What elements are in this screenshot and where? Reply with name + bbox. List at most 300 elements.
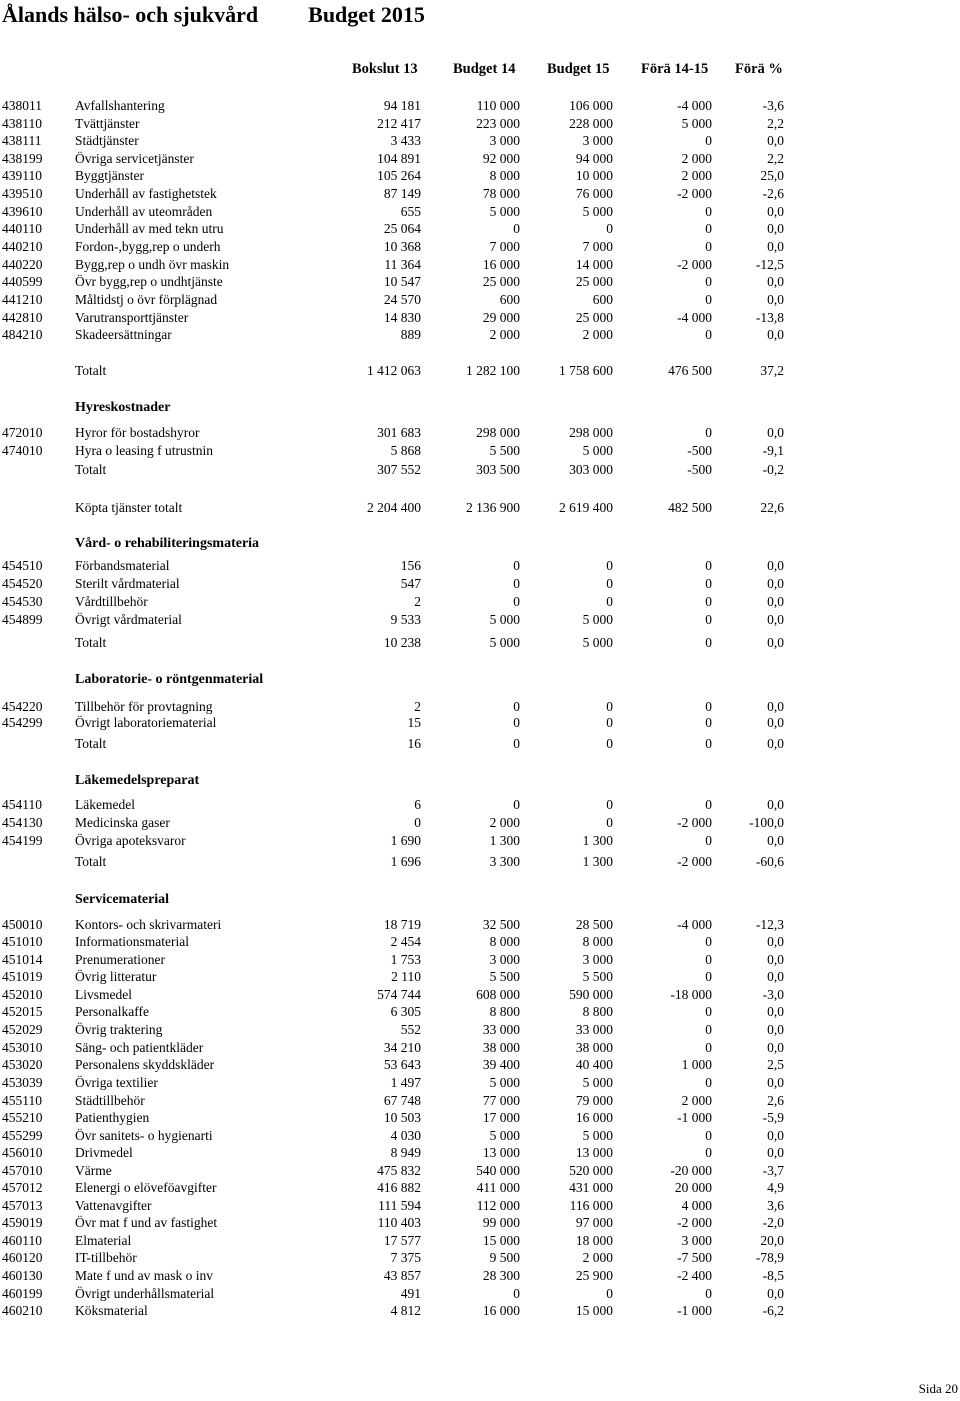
cell-value: 590 000 bbox=[569, 987, 613, 1002]
cell-value: 104 891 bbox=[377, 151, 421, 166]
account-code: 439110 bbox=[2, 168, 42, 183]
account-name: Övr sanitets- o hygienarti bbox=[75, 1128, 213, 1143]
cell-value: 228 000 bbox=[569, 116, 613, 131]
cell-value: 16 000 bbox=[482, 1303, 520, 1318]
cell-value: 2,2 bbox=[767, 151, 784, 166]
account-code: 442810 bbox=[2, 310, 43, 325]
cell-value: 4 000 bbox=[681, 1198, 712, 1213]
cell-value: 475 832 bbox=[377, 1163, 421, 1178]
account-name: Köksmaterial bbox=[75, 1303, 148, 1318]
account-code: 440599 bbox=[2, 274, 43, 289]
table-row bbox=[0, 611, 960, 629]
total-row bbox=[0, 499, 960, 517]
cell-value: 0,0 bbox=[767, 635, 784, 650]
cell-value: 212 417 bbox=[377, 116, 421, 131]
cell-value: 8 800 bbox=[489, 1004, 520, 1019]
account-code: 453039 bbox=[2, 1075, 43, 1090]
account-code: 460130 bbox=[2, 1268, 43, 1283]
account-name: Städtjänster bbox=[75, 133, 139, 148]
cell-value: 0 bbox=[705, 1286, 712, 1301]
cell-value: 3 000 bbox=[489, 133, 520, 148]
cell-value: 6 305 bbox=[390, 1004, 421, 1019]
cell-value: -4 000 bbox=[677, 98, 712, 113]
cell-value: 411 000 bbox=[476, 1180, 520, 1195]
cell-value: 10 368 bbox=[383, 239, 421, 254]
account-name: Övrig traktering bbox=[75, 1022, 163, 1037]
cell-value: -2 000 bbox=[677, 257, 712, 272]
cell-value: 0 bbox=[705, 221, 712, 236]
cell-value: -7 500 bbox=[677, 1250, 712, 1265]
cell-value: 600 bbox=[592, 292, 613, 307]
cell-value: 10 238 bbox=[383, 635, 421, 650]
cell-value: -3,0 bbox=[762, 987, 784, 1002]
cell-value: 156 bbox=[400, 558, 421, 573]
cell-value: 20,0 bbox=[760, 1233, 784, 1248]
account-name: Säng- och patientkläder bbox=[75, 1040, 204, 1055]
cell-value: 5 500 bbox=[489, 969, 520, 984]
account-code: 454899 bbox=[2, 612, 43, 627]
account-code: 472010 bbox=[2, 425, 43, 440]
cell-value: 67 748 bbox=[383, 1093, 421, 1108]
cell-value: 3 300 bbox=[489, 854, 520, 869]
cell-value: 0,0 bbox=[767, 1004, 784, 1019]
cell-value: 2 000 bbox=[681, 151, 712, 166]
table-row bbox=[0, 132, 960, 150]
cell-value: 0,0 bbox=[767, 558, 784, 573]
account-code: 454110 bbox=[2, 797, 42, 812]
cell-value: 1 696 bbox=[390, 854, 421, 869]
cell-value: 298 000 bbox=[476, 425, 520, 440]
account-code: 451010 bbox=[2, 934, 43, 949]
cell-value: 15 000 bbox=[575, 1303, 613, 1318]
cell-value: 298 000 bbox=[569, 425, 613, 440]
cell-value: 2 000 bbox=[681, 1093, 712, 1108]
account-name: Vårdtillbehör bbox=[75, 594, 148, 609]
cell-value: 25 900 bbox=[575, 1268, 613, 1283]
cell-value: 1 300 bbox=[582, 854, 613, 869]
cell-value: 0 bbox=[705, 239, 712, 254]
cell-value: 110 403 bbox=[377, 1215, 421, 1230]
account-code: 440110 bbox=[2, 221, 42, 236]
account-name: Avfallshantering bbox=[75, 98, 165, 113]
account-code: 474010 bbox=[2, 443, 43, 458]
table-row bbox=[0, 1285, 960, 1303]
cell-value: 5 000 bbox=[489, 204, 520, 219]
account-name: Elenergi o elöveföavgifter bbox=[75, 1180, 217, 1195]
cell-value: 416 882 bbox=[377, 1180, 421, 1195]
section-heading: Hyreskostnader bbox=[75, 400, 171, 415]
table-row bbox=[0, 1179, 960, 1197]
cell-value: 2 000 bbox=[489, 327, 520, 342]
cell-value: 0 bbox=[705, 699, 712, 714]
cell-value: 1 000 bbox=[681, 1057, 712, 1072]
account-name: Övrigt vårdmaterial bbox=[75, 612, 182, 627]
table-row bbox=[0, 220, 960, 238]
cell-value: 4,9 bbox=[767, 1180, 784, 1195]
cell-value: 33 000 bbox=[575, 1022, 613, 1037]
account-code: 460110 bbox=[2, 1233, 42, 1248]
cell-value: 0,0 bbox=[767, 1145, 784, 1160]
cell-value: 5 000 bbox=[489, 612, 520, 627]
cell-value: 37,2 bbox=[760, 363, 784, 378]
account-code: 438199 bbox=[2, 151, 43, 166]
cell-value: 105 264 bbox=[377, 168, 421, 183]
cell-value: 7 000 bbox=[489, 239, 520, 254]
account-code: 440220 bbox=[2, 257, 43, 272]
cell-value: 7 000 bbox=[582, 239, 613, 254]
table-row bbox=[0, 832, 960, 850]
account-name: Drivmedel bbox=[75, 1145, 133, 1160]
cell-value: 0,0 bbox=[767, 274, 784, 289]
table-row bbox=[0, 150, 960, 168]
total-row bbox=[0, 735, 960, 753]
cell-value: -1 000 bbox=[677, 1303, 712, 1318]
account-name: Skadeersättningar bbox=[75, 327, 172, 342]
table-row bbox=[0, 951, 960, 969]
cell-value: 0 bbox=[705, 934, 712, 949]
table-row bbox=[0, 167, 960, 185]
account-code: 455299 bbox=[2, 1128, 43, 1143]
account-name: Övrigt underhållsmaterial bbox=[75, 1286, 215, 1301]
cell-value: 14 830 bbox=[383, 310, 421, 325]
cell-value: -6,2 bbox=[762, 1303, 784, 1318]
table-row bbox=[0, 916, 960, 934]
cell-value: 2 110 bbox=[391, 969, 421, 984]
cell-value: 34 210 bbox=[383, 1040, 421, 1055]
cell-value: 552 bbox=[400, 1022, 421, 1037]
account-name: Värme bbox=[75, 1163, 112, 1178]
cell-value: 2 000 bbox=[582, 327, 613, 342]
cell-value: 2 454 bbox=[390, 934, 421, 949]
table-row bbox=[0, 1074, 960, 1092]
cell-value: 5 000 bbox=[582, 443, 613, 458]
cell-value: 6 bbox=[414, 797, 421, 812]
table-row bbox=[0, 796, 960, 814]
cell-value: 0,0 bbox=[767, 292, 784, 307]
cell-value: -0,2 bbox=[762, 462, 784, 477]
cell-value: -60,6 bbox=[755, 854, 784, 869]
cell-value: 0 bbox=[705, 292, 712, 307]
cell-value: 9 500 bbox=[489, 1250, 520, 1265]
cell-value: 3,6 bbox=[767, 1198, 784, 1213]
account-name: Personalkaffe bbox=[75, 1004, 149, 1019]
table-row bbox=[0, 185, 960, 203]
cell-value: 7 375 bbox=[390, 1250, 421, 1265]
cell-value: 8 000 bbox=[489, 934, 520, 949]
table-row bbox=[0, 1162, 960, 1180]
cell-value: 0,0 bbox=[767, 969, 784, 984]
account-name: Tillbehör för provtagning bbox=[75, 699, 213, 714]
account-code: 454299 bbox=[2, 715, 43, 730]
cell-value: 110 000 bbox=[476, 98, 520, 113]
cell-value: 79 000 bbox=[575, 1093, 613, 1108]
table-row bbox=[0, 115, 960, 133]
cell-value: -9,1 bbox=[762, 443, 784, 458]
account-code: 460210 bbox=[2, 1303, 43, 1318]
cell-value: 0,0 bbox=[767, 833, 784, 848]
table-row bbox=[0, 273, 960, 291]
cell-value: -8,5 bbox=[762, 1268, 784, 1283]
table-row bbox=[0, 97, 960, 115]
cell-value: 2,2 bbox=[767, 116, 784, 131]
cell-value: 0 bbox=[606, 699, 613, 714]
account-name: Sterilt vårdmaterial bbox=[75, 576, 180, 591]
cell-value: 0 bbox=[705, 736, 712, 751]
cell-value: 0,0 bbox=[767, 934, 784, 949]
account-code: 439510 bbox=[2, 186, 43, 201]
account-name: Övrig litteratur bbox=[75, 969, 157, 984]
account-name: Städtillbehör bbox=[75, 1093, 145, 1108]
cell-value: 5 000 bbox=[681, 116, 712, 131]
cell-value: 0,0 bbox=[767, 327, 784, 342]
cell-value: 2 136 900 bbox=[466, 500, 520, 515]
account-name: Övriga textilier bbox=[75, 1075, 158, 1090]
cell-value: 0 bbox=[705, 204, 712, 219]
section-heading: Vård- o rehabiliteringsmateria bbox=[75, 536, 260, 551]
account-code: 454530 bbox=[2, 594, 43, 609]
cell-value: -3,6 bbox=[762, 98, 784, 113]
cell-value: 0,0 bbox=[767, 221, 784, 236]
account-code: 460199 bbox=[2, 1286, 43, 1301]
cell-value: 0 bbox=[705, 425, 712, 440]
table-row bbox=[0, 1109, 960, 1127]
cell-value: 0 bbox=[513, 699, 520, 714]
table-row bbox=[0, 557, 960, 575]
table-row bbox=[0, 238, 960, 256]
account-code: 457012 bbox=[2, 1180, 43, 1195]
account-name: Prenumerationer bbox=[75, 952, 165, 967]
cell-value: 15 000 bbox=[482, 1233, 520, 1248]
cell-value: 20 000 bbox=[674, 1180, 712, 1195]
cell-value: 5 000 bbox=[582, 1075, 613, 1090]
cell-value: 0 bbox=[705, 274, 712, 289]
account-name: Läkemedel bbox=[75, 797, 135, 812]
column-header-change: Förä 14-15 bbox=[641, 61, 709, 77]
cell-value: 2 bbox=[414, 594, 421, 609]
section-heading: Laboratorie- o röntgenmaterial bbox=[75, 672, 264, 687]
account-name: Övriga servicetjänster bbox=[75, 151, 194, 166]
cell-value: 2,5 bbox=[767, 1057, 784, 1072]
column-header-change-pct: Förä % bbox=[735, 61, 783, 77]
cell-value: 0 bbox=[705, 1004, 712, 1019]
table-row bbox=[0, 1144, 960, 1162]
cell-value: 4 030 bbox=[390, 1128, 421, 1143]
account-name: Medicinska gaser bbox=[75, 815, 170, 830]
cell-value: 3 433 bbox=[390, 133, 421, 148]
cell-value: 25 000 bbox=[482, 274, 520, 289]
cell-value: -2 000 bbox=[677, 1215, 712, 1230]
cell-value: -13,8 bbox=[755, 310, 784, 325]
table-row bbox=[0, 1249, 960, 1267]
total-row bbox=[0, 362, 960, 380]
cell-value: 28 300 bbox=[482, 1268, 520, 1283]
cell-value: 5 868 bbox=[390, 443, 421, 458]
cell-value: 53 643 bbox=[383, 1057, 421, 1072]
cell-value: 16 000 bbox=[575, 1110, 613, 1125]
cell-value: 116 000 bbox=[569, 1198, 613, 1213]
cell-value: 3 000 bbox=[582, 133, 613, 148]
cell-value: 32 500 bbox=[482, 917, 520, 932]
cell-value: 8 000 bbox=[489, 168, 520, 183]
account-code: 454220 bbox=[2, 699, 43, 714]
cell-value: 99 000 bbox=[482, 1215, 520, 1230]
table-row bbox=[0, 256, 960, 274]
cell-value: 301 683 bbox=[377, 425, 421, 440]
cell-value: 0 bbox=[705, 133, 712, 148]
account-name: Totalt bbox=[75, 635, 107, 650]
account-code: 484210 bbox=[2, 327, 43, 342]
cell-value: -4 000 bbox=[677, 310, 712, 325]
cell-value: 0,0 bbox=[767, 736, 784, 751]
cell-value: 25 000 bbox=[575, 310, 613, 325]
page-number: Sida 20 bbox=[918, 1381, 958, 1396]
table-row bbox=[0, 933, 960, 951]
account-code: 452029 bbox=[2, 1022, 43, 1037]
cell-value: 25 064 bbox=[383, 221, 421, 236]
cell-value: 0 bbox=[606, 221, 613, 236]
account-code: 456010 bbox=[2, 1145, 43, 1160]
cell-value: -20 000 bbox=[670, 1163, 712, 1178]
account-name: Bygg,rep o undh övr maskin bbox=[75, 257, 230, 272]
cell-value: 25,0 bbox=[760, 168, 784, 183]
account-code: 455210 bbox=[2, 1110, 43, 1125]
table-row bbox=[0, 1302, 960, 1320]
cell-value: -500 bbox=[687, 443, 712, 458]
cell-value: 94 000 bbox=[575, 151, 613, 166]
cell-value: 0 bbox=[513, 797, 520, 812]
cell-value: 2 000 bbox=[489, 815, 520, 830]
cell-value: 2 bbox=[414, 699, 421, 714]
cell-value: 0,0 bbox=[767, 425, 784, 440]
cell-value: 2,6 bbox=[767, 1093, 784, 1108]
cell-value: 78 000 bbox=[482, 186, 520, 201]
account-code: 438011 bbox=[2, 98, 42, 113]
total-row bbox=[0, 853, 960, 871]
account-code: 454199 bbox=[2, 833, 43, 848]
table-row bbox=[0, 575, 960, 593]
table-row bbox=[0, 1214, 960, 1232]
account-name: Totalt bbox=[75, 854, 107, 869]
cell-value: 0 bbox=[705, 576, 712, 591]
column-header-bokslut: Bokslut 13 bbox=[352, 61, 418, 77]
account-name: Tvättjänster bbox=[75, 116, 140, 131]
account-code: 454510 bbox=[2, 558, 43, 573]
cell-value: 38 000 bbox=[575, 1040, 613, 1055]
cell-value: 431 000 bbox=[569, 1180, 613, 1195]
cell-value: 0 bbox=[705, 952, 712, 967]
cell-value: 3 000 bbox=[489, 952, 520, 967]
account-code: 440210 bbox=[2, 239, 43, 254]
table-row bbox=[0, 1092, 960, 1110]
cell-value: 4 812 bbox=[390, 1303, 421, 1318]
cell-value: 0 bbox=[705, 594, 712, 609]
cell-value: 0,0 bbox=[767, 594, 784, 609]
account-name: Kontors- och skrivarmateri bbox=[75, 917, 222, 932]
cell-value: 303 000 bbox=[569, 462, 613, 477]
column-header-budget14: Budget 14 bbox=[453, 61, 516, 77]
cell-value: 13 000 bbox=[482, 1145, 520, 1160]
cell-value: 8 000 bbox=[582, 934, 613, 949]
table-row bbox=[0, 442, 960, 460]
cell-value: 0 bbox=[705, 327, 712, 342]
cell-value: 1 690 bbox=[390, 833, 421, 848]
cell-value: 0 bbox=[606, 715, 613, 730]
cell-value: 0 bbox=[606, 594, 613, 609]
account-name: Övr mat f und av fastighet bbox=[75, 1215, 218, 1230]
account-name: Hyra o leasing f utrustnin bbox=[75, 443, 213, 458]
account-name: Byggtjänster bbox=[75, 168, 144, 183]
cell-value: 0,0 bbox=[767, 576, 784, 591]
table-row bbox=[0, 698, 960, 716]
cell-value: 2 000 bbox=[681, 168, 712, 183]
account-name: Mate f und av mask o inv bbox=[75, 1268, 213, 1283]
cell-value: -2 000 bbox=[677, 854, 712, 869]
table-row bbox=[0, 1039, 960, 1057]
table-row bbox=[0, 593, 960, 611]
cell-value: 1 412 063 bbox=[367, 363, 421, 378]
cell-value: 10 547 bbox=[383, 274, 421, 289]
cell-value: 223 000 bbox=[476, 116, 520, 131]
cell-value: 5 500 bbox=[489, 443, 520, 458]
account-name: Totalt bbox=[75, 462, 107, 477]
table-row bbox=[0, 814, 960, 832]
cell-value: 0 bbox=[705, 1128, 712, 1143]
cell-value: 10 000 bbox=[575, 168, 613, 183]
cell-value: 0 bbox=[606, 1286, 613, 1301]
cell-value: 0,0 bbox=[767, 797, 784, 812]
account-name: Patienthygien bbox=[75, 1110, 150, 1125]
cell-value: 2 619 400 bbox=[559, 500, 613, 515]
cell-value: 17 577 bbox=[383, 1233, 421, 1248]
table-row bbox=[0, 1003, 960, 1021]
account-code: 460120 bbox=[2, 1250, 43, 1265]
account-name: Totalt bbox=[75, 363, 107, 378]
cell-value: 0,0 bbox=[767, 1040, 784, 1055]
total-row bbox=[0, 634, 960, 652]
cell-value: 0 bbox=[513, 594, 520, 609]
section-heading: Läkemedelspreparat bbox=[75, 773, 200, 788]
account-name: Elmaterial bbox=[75, 1233, 132, 1248]
account-name: Måltidstj o övr förplägnad bbox=[75, 292, 218, 307]
cell-value: 2 204 400 bbox=[367, 500, 421, 515]
cell-value: -3,7 bbox=[762, 1163, 784, 1178]
account-name: Köpta tjänster totalt bbox=[75, 500, 183, 515]
cell-value: 5 500 bbox=[582, 969, 613, 984]
cell-value: -2,6 bbox=[762, 186, 784, 201]
cell-value: 476 500 bbox=[668, 363, 712, 378]
cell-value: -500 bbox=[687, 462, 712, 477]
cell-value: 11 364 bbox=[384, 257, 421, 272]
table-row bbox=[0, 1021, 960, 1039]
cell-value: -1 000 bbox=[677, 1110, 712, 1125]
account-name: Vattenavgifter bbox=[75, 1198, 152, 1213]
cell-value: 0 bbox=[705, 1040, 712, 1055]
account-name: Underhåll av fastighetstek bbox=[75, 186, 217, 201]
cell-value: 24 570 bbox=[383, 292, 421, 307]
cell-value: 28 500 bbox=[575, 917, 613, 932]
cell-value: 87 149 bbox=[383, 186, 421, 201]
cell-value: 1 300 bbox=[582, 833, 613, 848]
cell-value: 0 bbox=[513, 221, 520, 236]
cell-value: 0,0 bbox=[767, 1286, 784, 1301]
account-code: 452015 bbox=[2, 1004, 43, 1019]
cell-value: 0,0 bbox=[767, 612, 784, 627]
cell-value: 8 949 bbox=[390, 1145, 421, 1160]
account-name: Övriga apoteksvaror bbox=[75, 833, 186, 848]
account-code: 453010 bbox=[2, 1040, 43, 1055]
account-name: Informationsmaterial bbox=[75, 934, 189, 949]
cell-value: 0 bbox=[414, 815, 421, 830]
